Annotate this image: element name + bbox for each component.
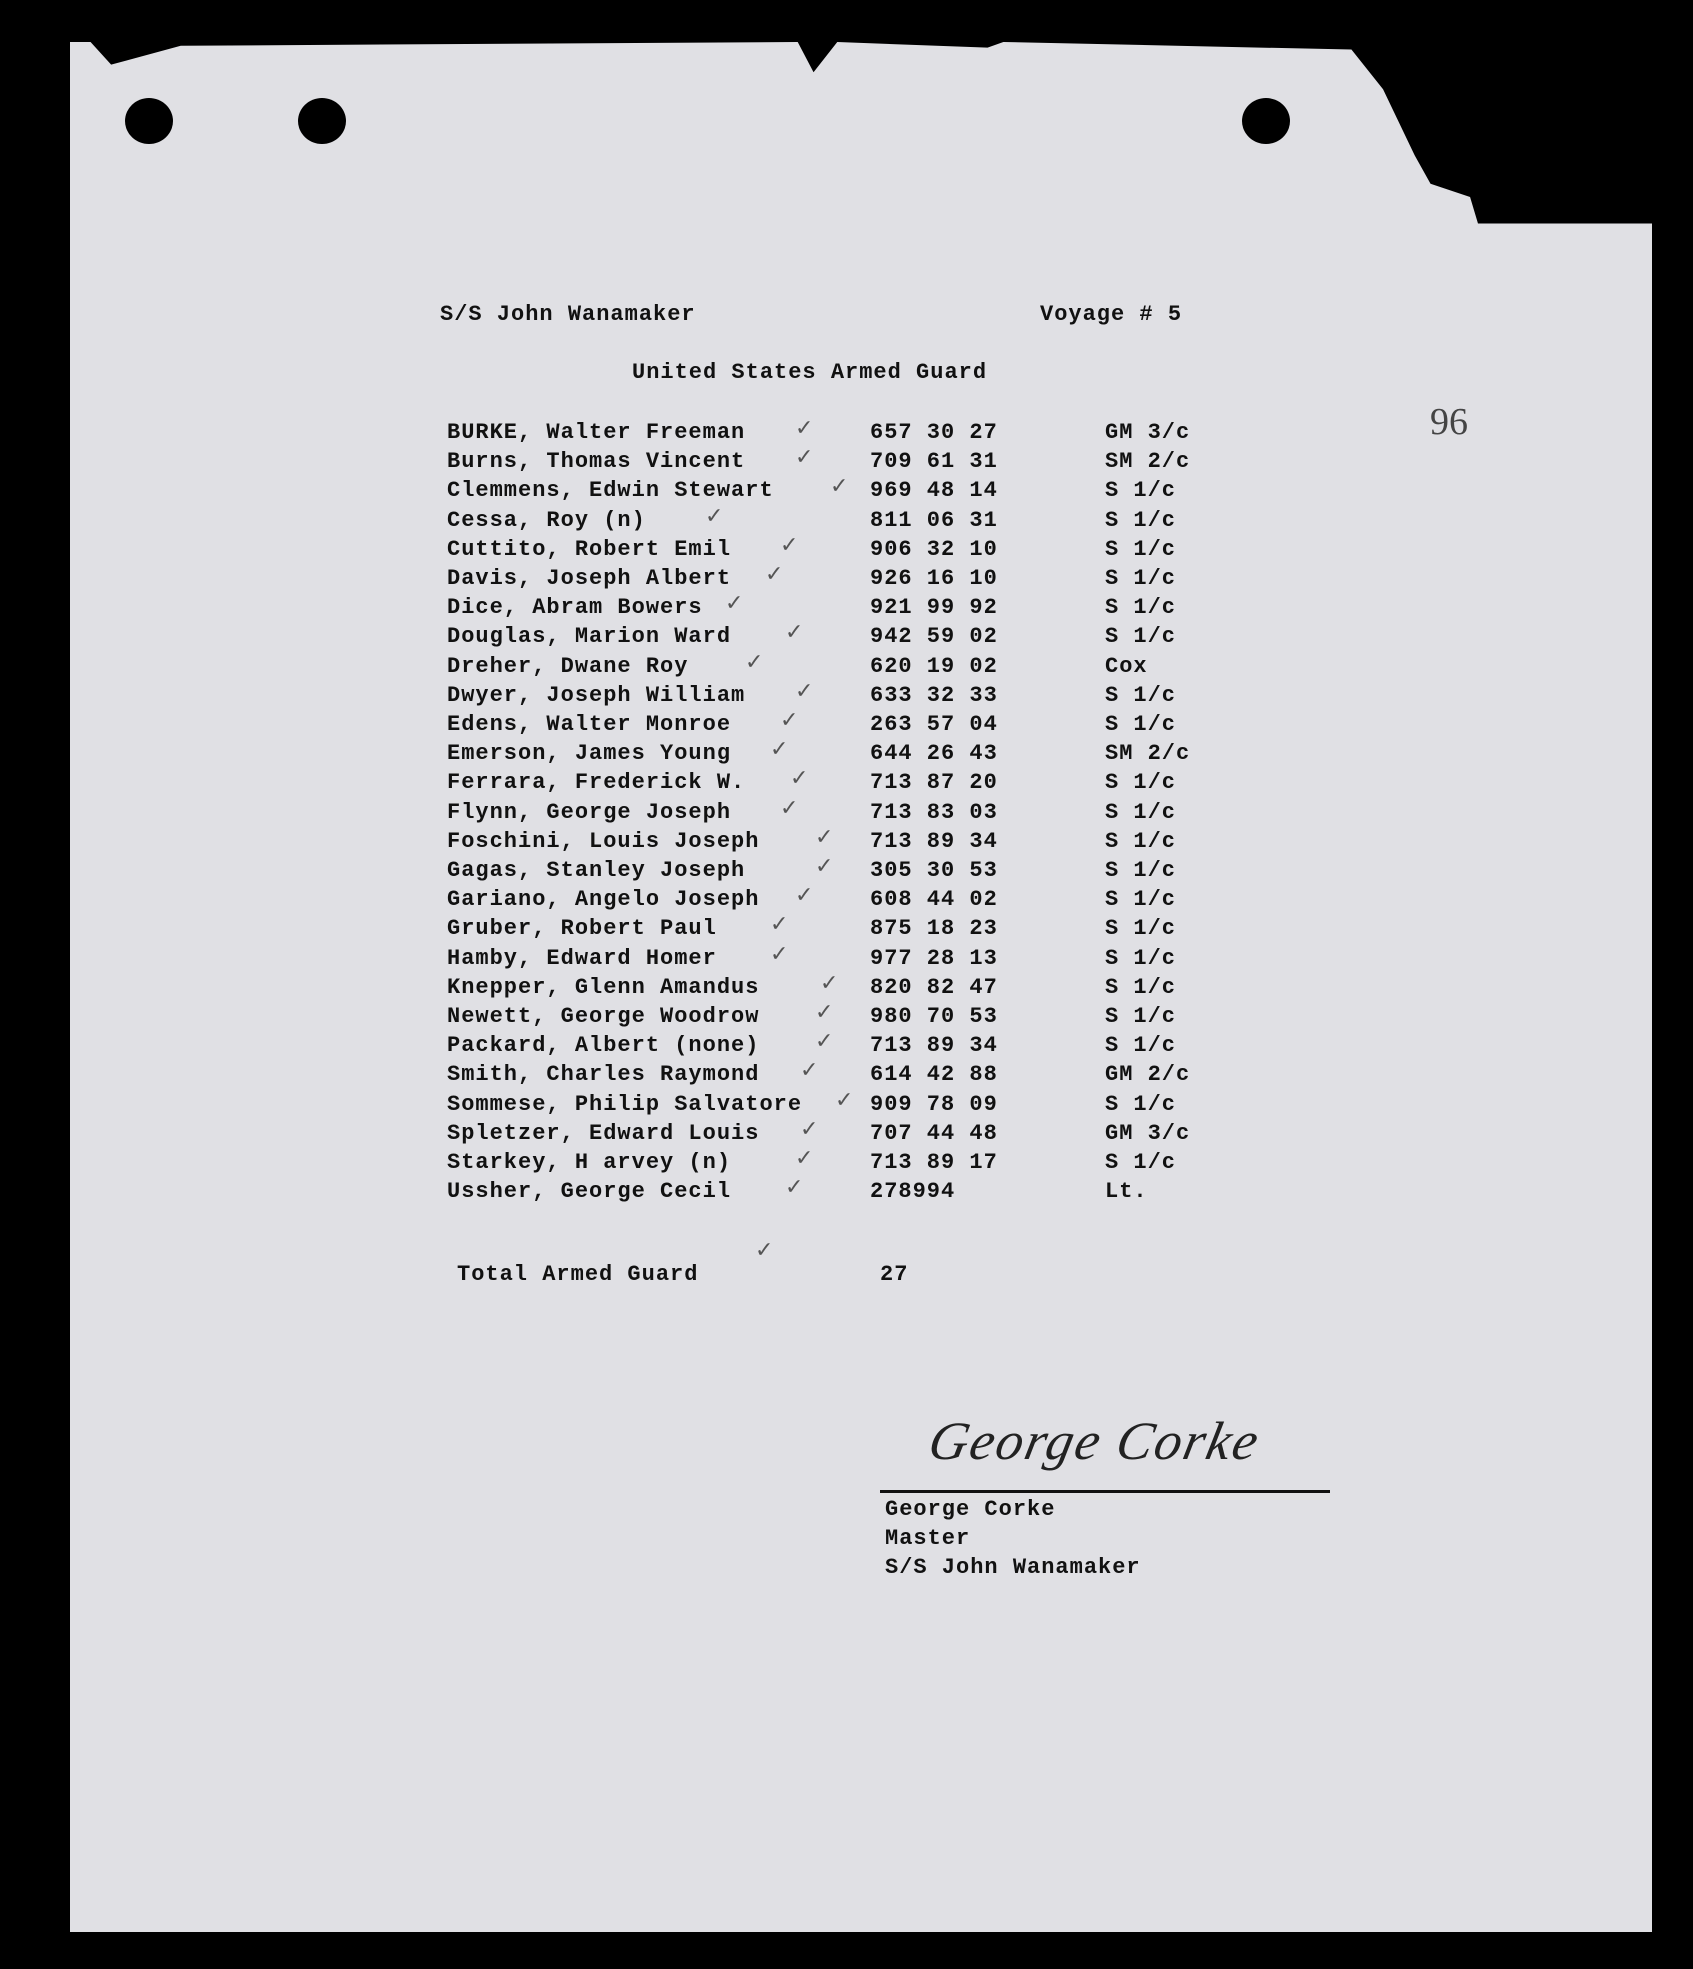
ship-name: S/S John Wanamaker bbox=[440, 302, 696, 327]
rating: S 1/c bbox=[1105, 858, 1177, 883]
rating: S 1/c bbox=[1105, 595, 1177, 620]
roster-name: Packard, Albert (none) bbox=[447, 1033, 760, 1058]
rating: SM 2/c bbox=[1105, 741, 1191, 766]
checkmark-icon: ✓ bbox=[765, 562, 784, 587]
service-number: 713 89 34 bbox=[870, 829, 998, 854]
rating: S 1/c bbox=[1105, 683, 1177, 708]
roster-name: Ferrara, Frederick W. bbox=[447, 770, 746, 795]
service-number: 811 06 31 bbox=[870, 508, 998, 533]
rating: S 1/c bbox=[1105, 1150, 1177, 1175]
roster-name: Smith, Charles Raymond bbox=[447, 1062, 760, 1087]
checkmark-icon: ✓ bbox=[770, 942, 789, 967]
roster-name: Clemmens, Edwin Stewart bbox=[447, 478, 774, 503]
service-number: 644 26 43 bbox=[870, 741, 998, 766]
rating: S 1/c bbox=[1105, 712, 1177, 737]
rating: Lt. bbox=[1105, 1179, 1148, 1204]
checkmark-icon: ✓ bbox=[755, 1238, 774, 1263]
total-label: Total Armed Guard bbox=[457, 1262, 699, 1287]
rating: GM 3/c bbox=[1105, 1121, 1191, 1146]
service-number: 707 44 48 bbox=[870, 1121, 998, 1146]
service-number: 713 87 20 bbox=[870, 770, 998, 795]
signatory-name: George Corke bbox=[885, 1497, 1056, 1522]
service-number: 278994 bbox=[870, 1179, 956, 1204]
roster-name: Knepper, Glenn Amandus bbox=[447, 975, 760, 1000]
rating: S 1/c bbox=[1105, 946, 1177, 971]
service-number: 713 89 34 bbox=[870, 1033, 998, 1058]
service-number: 875 18 23 bbox=[870, 916, 998, 941]
checkmark-icon: ✓ bbox=[770, 737, 789, 762]
handwritten-signature: George Corke bbox=[923, 1411, 1266, 1471]
service-number: 620 19 02 bbox=[870, 654, 998, 679]
roster-name: Douglas, Marion Ward bbox=[447, 624, 732, 649]
checkmark-icon: ✓ bbox=[780, 796, 799, 821]
document-page bbox=[70, 42, 1652, 1932]
checkmark-icon: ✓ bbox=[820, 971, 839, 996]
service-number: 921 99 92 bbox=[870, 595, 998, 620]
rating: S 1/c bbox=[1105, 829, 1177, 854]
roster-name: Gariano, Angelo Joseph bbox=[447, 887, 760, 912]
checkmark-icon: ✓ bbox=[795, 445, 814, 470]
service-number: 977 28 13 bbox=[870, 946, 998, 971]
service-number: 305 30 53 bbox=[870, 858, 998, 883]
rating: S 1/c bbox=[1105, 478, 1177, 503]
roster-name: Edens, Walter Monroe bbox=[447, 712, 732, 737]
roster-name: Burns, Thomas Vincent bbox=[447, 449, 746, 474]
service-number: 709 61 31 bbox=[870, 449, 998, 474]
checkmark-icon: ✓ bbox=[795, 883, 814, 908]
checkmark-icon: ✓ bbox=[705, 504, 724, 529]
page-number: 96 bbox=[1430, 401, 1468, 443]
rating: S 1/c bbox=[1105, 887, 1177, 912]
punch-hole bbox=[298, 98, 346, 144]
checkmark-icon: ✓ bbox=[800, 1117, 819, 1142]
checkmark-icon: ✓ bbox=[770, 912, 789, 937]
service-number: 633 32 33 bbox=[870, 683, 998, 708]
service-number: 942 59 02 bbox=[870, 624, 998, 649]
service-number: 713 83 03 bbox=[870, 800, 998, 825]
service-number: 713 89 17 bbox=[870, 1150, 998, 1175]
roster-name: Gruber, Robert Paul bbox=[447, 916, 717, 941]
roster-name: Emerson, James Young bbox=[447, 741, 732, 766]
rating: S 1/c bbox=[1105, 566, 1177, 591]
checkmark-icon: ✓ bbox=[815, 1000, 834, 1025]
checkmark-icon: ✓ bbox=[795, 679, 814, 704]
punch-hole bbox=[1420, 98, 1468, 144]
punch-hole bbox=[1242, 98, 1290, 144]
roster-name: Cessa, Roy (n) bbox=[447, 508, 646, 533]
service-number: 608 44 02 bbox=[870, 887, 998, 912]
checkmark-icon: ✓ bbox=[795, 416, 814, 441]
roster-name: Dice, Abram Bowers bbox=[447, 595, 703, 620]
voyage-number: Voyage # 5 bbox=[1040, 302, 1183, 327]
rating: S 1/c bbox=[1105, 1092, 1177, 1117]
rating: S 1/c bbox=[1105, 537, 1177, 562]
rating: S 1/c bbox=[1105, 1004, 1177, 1029]
checkmark-icon: ✓ bbox=[745, 650, 764, 675]
rating: S 1/c bbox=[1105, 975, 1177, 1000]
punch-hole bbox=[125, 98, 173, 144]
rating: S 1/c bbox=[1105, 770, 1177, 795]
roster-name: Spletzer, Edward Louis bbox=[447, 1121, 760, 1146]
rating: S 1/c bbox=[1105, 916, 1177, 941]
checkmark-icon: ✓ bbox=[830, 474, 849, 499]
rating: S 1/c bbox=[1105, 508, 1177, 533]
service-number: 969 48 14 bbox=[870, 478, 998, 503]
signatory-ship: S/S John Wanamaker bbox=[885, 1555, 1141, 1580]
roster-name: Newett, George Woodrow bbox=[447, 1004, 760, 1029]
checkmark-icon: ✓ bbox=[815, 854, 834, 879]
roster-name: Cuttito, Robert Emil bbox=[447, 537, 732, 562]
checkmark-icon: ✓ bbox=[780, 708, 799, 733]
checkmark-icon: ✓ bbox=[785, 1175, 804, 1200]
roster-name: BURKE, Walter Freeman bbox=[447, 420, 746, 445]
roster-name: Davis, Joseph Albert bbox=[447, 566, 732, 591]
checkmark-icon: ✓ bbox=[725, 591, 744, 616]
service-number: 909 78 09 bbox=[870, 1092, 998, 1117]
checkmark-icon: ✓ bbox=[780, 533, 799, 558]
service-number: 820 82 47 bbox=[870, 975, 998, 1000]
rating: GM 3/c bbox=[1105, 420, 1191, 445]
checkmark-icon: ✓ bbox=[835, 1088, 854, 1113]
roster-name: Sommese, Philip Salvatore bbox=[447, 1092, 803, 1117]
roster-name: Hamby, Edward Homer bbox=[447, 946, 717, 971]
total-value: 27 bbox=[880, 1262, 909, 1287]
roster-name: Flynn, George Joseph bbox=[447, 800, 732, 825]
rating: GM 2/c bbox=[1105, 1062, 1191, 1087]
checkmark-icon: ✓ bbox=[785, 620, 804, 645]
roster-name: Gagas, Stanley Joseph bbox=[447, 858, 746, 883]
service-number: 926 16 10 bbox=[870, 566, 998, 591]
signature-line bbox=[880, 1490, 1330, 1493]
service-number: 614 42 88 bbox=[870, 1062, 998, 1087]
checkmark-icon: ✓ bbox=[790, 766, 809, 791]
service-number: 263 57 04 bbox=[870, 712, 998, 737]
service-number: 906 32 10 bbox=[870, 537, 998, 562]
service-number: 980 70 53 bbox=[870, 1004, 998, 1029]
signatory-title: Master bbox=[885, 1526, 971, 1551]
rating: S 1/c bbox=[1105, 800, 1177, 825]
rating: SM 2/c bbox=[1105, 449, 1191, 474]
service-number: 657 30 27 bbox=[870, 420, 998, 445]
roster-name: Dwyer, Joseph William bbox=[447, 683, 746, 708]
roster-name: Ussher, George Cecil bbox=[447, 1179, 732, 1204]
roster-name: Foschini, Louis Joseph bbox=[447, 829, 760, 854]
rating: S 1/c bbox=[1105, 624, 1177, 649]
rating: S 1/c bbox=[1105, 1033, 1177, 1058]
roster-name: Starkey, H arvey (n) bbox=[447, 1150, 732, 1175]
rating: Cox bbox=[1105, 654, 1148, 679]
roster-name: Dreher, Dwane Roy bbox=[447, 654, 689, 679]
page-title: United States Armed Guard bbox=[632, 360, 988, 385]
checkmark-icon: ✓ bbox=[815, 825, 834, 850]
checkmark-icon: ✓ bbox=[815, 1029, 834, 1054]
checkmark-icon: ✓ bbox=[795, 1146, 814, 1171]
checkmark-icon: ✓ bbox=[800, 1058, 819, 1083]
